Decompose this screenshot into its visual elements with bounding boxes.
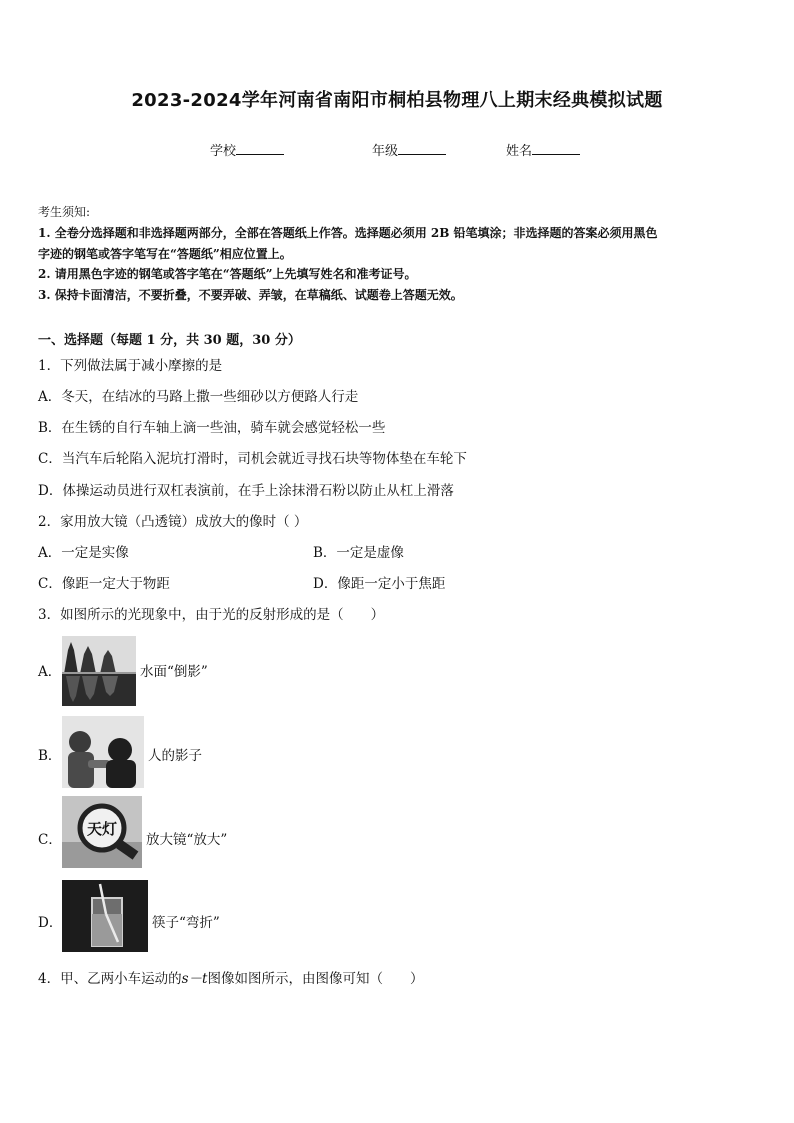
- notice-item-1a: 1. 全卷分选择题和非选择题两部分，全部在答题纸上作答。选择题必须用 2B 铅笔填涂；非选择题的答案必须用黑色: [38, 226, 658, 240]
- q2-option-b: B．一定是虚像: [313, 545, 404, 561]
- q3-option-b-image: [62, 716, 144, 788]
- q3-option-a-label: A．: [38, 664, 62, 680]
- q2-option-c: C．像距一定大于物距: [38, 576, 170, 592]
- q1-option-c: C．当汽车后轮陷入泥坑打滑时，司机会就近寻找石块等物体垫在车轮下: [38, 451, 467, 467]
- notice-item-3: 3. 保持卡面清洁，不要折叠，不要弄破、弄皱，在草稿纸、试题卷上答题无效。: [38, 288, 463, 302]
- name-field: [506, 140, 580, 159]
- magnifier-picture: [62, 796, 142, 868]
- q3-option-d-image: [62, 880, 148, 952]
- q3-option-b-label: B．: [38, 748, 62, 764]
- notice-item-1b: 字迹的钢笔或答字笔写在“答题纸”相应位置上。: [38, 247, 292, 261]
- q3-option-c-caption: 放大镜“放大”: [146, 832, 228, 848]
- q1-option-b: B．在生锈的自行车轴上滴一些油，骑车就会感觉轻松一些: [38, 420, 386, 436]
- q4-stem: [38, 967, 423, 987]
- q2-option-d: D．像距一定小于焦距: [313, 576, 446, 592]
- q1-option-d: D．体操运动员进行双杠表演前，在手上涂抹滑石粉以防止从杠上滑落: [38, 483, 454, 499]
- q3-option-a-image: [62, 636, 136, 706]
- q1-stem: 1．下列做法属于减小摩擦的是: [38, 358, 223, 374]
- q4-stem-post: 图像如图所示，由图像可知（ ）: [207, 971, 424, 987]
- school-field: [210, 140, 284, 159]
- exam-title: 2023-2024学年河南省南阳市桐柏县物理八上期末经典模拟试题: [131, 90, 663, 111]
- q3-option-c-label: C．: [38, 832, 62, 848]
- school-blank: [236, 142, 284, 155]
- grade-field: [372, 140, 446, 159]
- grade-label: 年级: [372, 144, 399, 159]
- notice-heading: 考生须知:: [38, 205, 91, 219]
- grade-blank: [398, 142, 446, 155]
- section-heading: 一、选择题（每题 1 分，共 30 题，30 分）: [38, 333, 301, 348]
- notice-item-2: 2. 请用黑色字迹的钢笔或答字笔在“答题纸”上先填写姓名和准考证号。: [38, 267, 417, 281]
- q4-stem-pre: 4．甲、乙两小车运动的: [38, 971, 182, 987]
- q3-option-a-caption: 水面“倒影”: [140, 664, 208, 680]
- q1-option-a: A．冬天，在结冰的马路上撒一些细砂以方便路人行走: [38, 389, 359, 405]
- q3-option-d-caption: 筷子“弯折”: [152, 915, 220, 931]
- q4-stem-math: s－t: [181, 971, 208, 987]
- q3-option-c-image: [62, 796, 142, 868]
- q3-stem: 3．如图所示的光现象中，由于光的反射形成的是（ ）: [38, 607, 385, 623]
- school-label: 学校: [210, 144, 237, 159]
- shadow-picture: [62, 716, 144, 788]
- q2-option-a: A．一定是实像: [38, 545, 129, 561]
- q2-stem: 2．家用放大镜（凸透镜）成放大的像时（ ）: [38, 514, 308, 530]
- name-label: 姓名: [506, 144, 533, 159]
- magnifier-sign-text: 天灯: [86, 820, 118, 838]
- water-reflection-picture: [62, 636, 136, 706]
- q3-option-b-caption: 人的影子: [148, 748, 202, 764]
- q3-option-d-label: D．: [38, 915, 63, 931]
- chopsticks-picture: [62, 880, 148, 952]
- name-blank: [532, 142, 580, 155]
